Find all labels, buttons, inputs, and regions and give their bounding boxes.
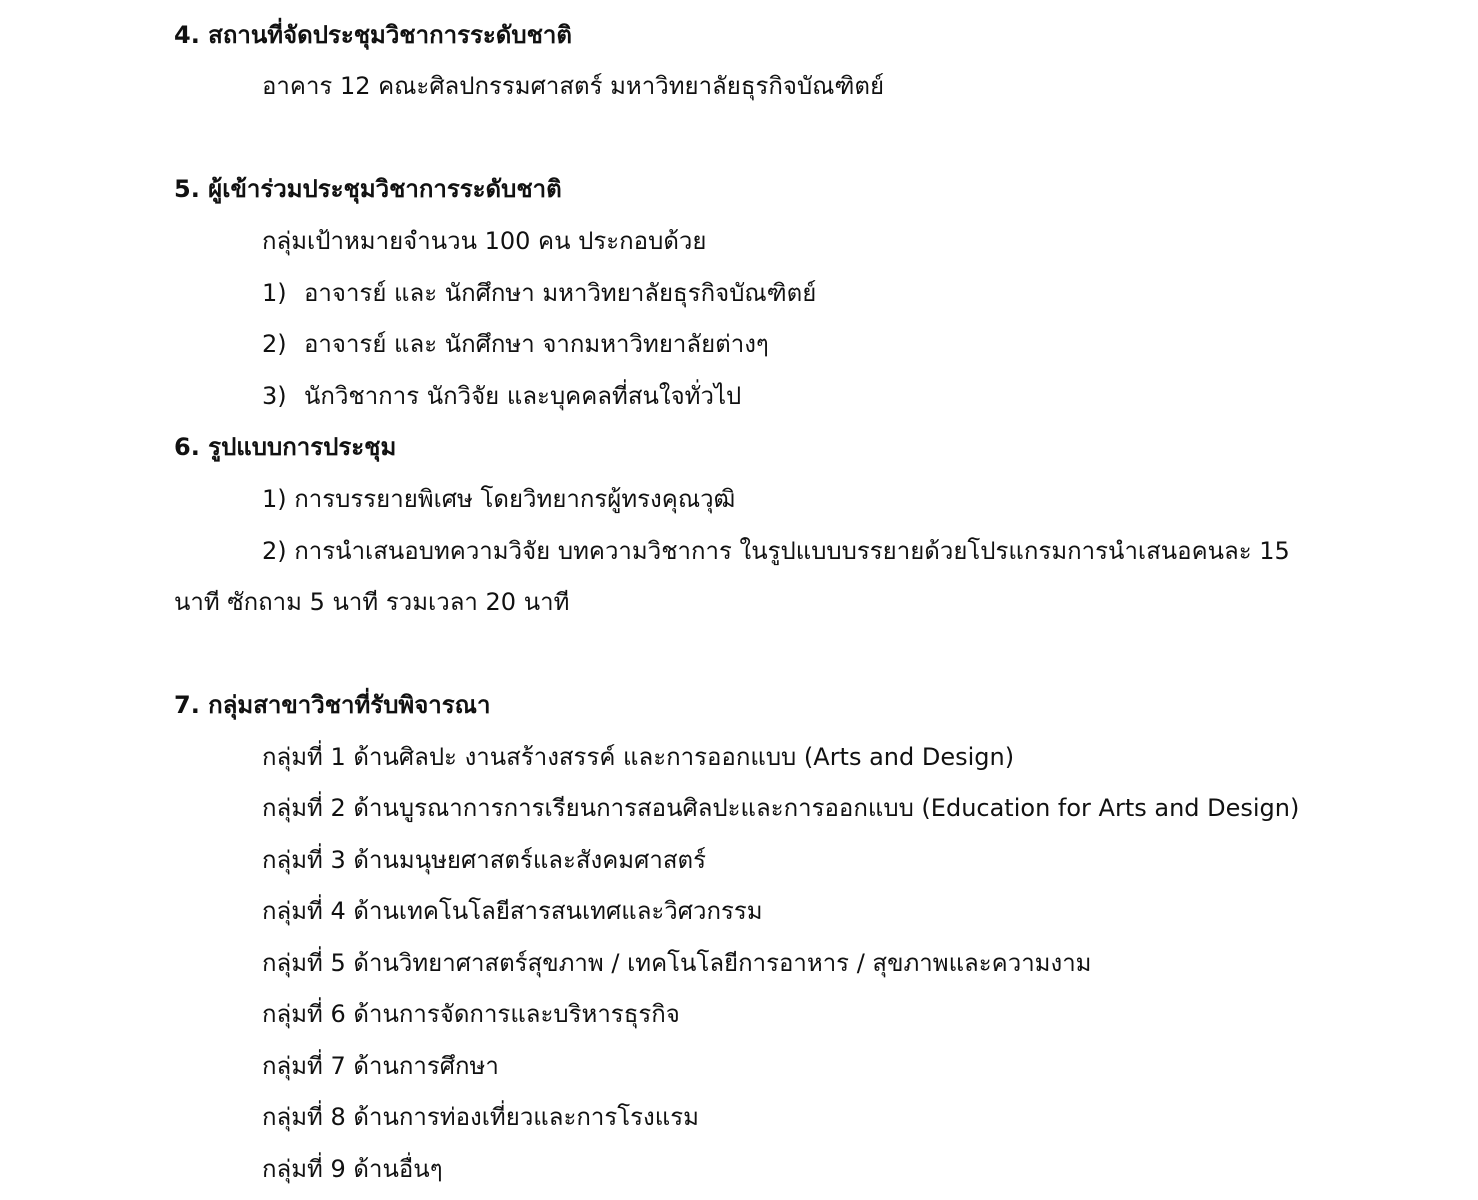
format-item-1: 1) การบรรยายพิเศษ โดยวิทยากรผู้ทรงคุณวุฒิ xyxy=(262,485,736,513)
participant-item-1 xyxy=(262,276,816,310)
list-number: 2) xyxy=(262,330,287,358)
subject-group-7: กลุ่มที่ 7 ด้านการศึกษา xyxy=(262,1052,499,1080)
participant-item-2 xyxy=(262,327,769,361)
subject-group-9: กลุ่มที่ 9 ด้านอื่นๆ xyxy=(262,1155,443,1183)
section-4-heading: 4. สถานที่จัดประชุมวิชาการระดับชาติ xyxy=(174,21,572,49)
subject-group-6: กลุ่มที่ 6 ด้านการจัดการและบริหารธุรกิจ xyxy=(262,1000,680,1028)
section-5-intro: กลุ่มเป้าหมายจำนวน 100 คน ประกอบด้วย xyxy=(262,227,707,255)
section-6-heading: 6. รูปแบบการประชุม xyxy=(174,433,397,461)
format-item-2-line-2: นาที ซักถาม 5 นาที รวมเวลา 20 นาที xyxy=(174,588,570,616)
section-7-heading: 7. กลุ่มสาขาวิชาที่รับพิจารณา xyxy=(174,691,491,719)
list-text: อาจารย์ และ นักศึกษา จากมหาวิทยาลัยต่างๆ xyxy=(304,330,769,358)
list-number: 1) xyxy=(262,279,287,307)
participant-item-3 xyxy=(262,379,741,413)
format-item-2-line-1: 2) การนำเสนอบทความวิจัย บทความวิชาการ ในรูปแบบบรรยายด้วยโปรแกรมการนำเสนอคนละ 15 xyxy=(262,537,1290,565)
section-4-venue: อาคาร 12 คณะศิลปกรรมศาสตร์ มหาวิทยาลัยธุรกิจบัณฑิตย์ xyxy=(262,72,885,100)
list-text: นักวิชาการ นักวิจัย และบุคคลที่สนใจทั่วไป xyxy=(304,382,742,410)
subject-group-1: กลุ่มที่ 1 ด้านศิลปะ งานสร้างสรรค์ และการออกแบบ (Arts and Design) xyxy=(262,743,1015,771)
subject-group-3: กลุ่มที่ 3 ด้านมนุษยศาสตร์และสังคมศาสตร์ xyxy=(262,846,706,874)
list-number: 3) xyxy=(262,382,287,410)
subject-group-5: กลุ่มที่ 5 ด้านวิทยาศาสตร์สุขภาพ / เทคโนโลยีการอาหาร / สุขภาพและความงาม xyxy=(262,949,1092,977)
section-5-heading: 5. ผู้เข้าร่วมประชุมวิชาการระดับชาติ xyxy=(174,175,562,203)
subject-group-8: กลุ่มที่ 8 ด้านการท่องเที่ยวและการโรงแรม xyxy=(262,1103,699,1131)
subject-group-4: กลุ่มที่ 4 ด้านเทคโนโลยีสารสนเทศและวิศวกรรม xyxy=(262,897,763,925)
list-text: อาจารย์ และ นักศึกษา มหาวิทยาลัยธุรกิจบัณฑิตย์ xyxy=(304,279,817,307)
subject-group-2: กลุ่มที่ 2 ด้านบูรณาการการเรียนการสอนศิลปะและการออกแบบ (Education for Arts and Design) xyxy=(262,794,1300,822)
